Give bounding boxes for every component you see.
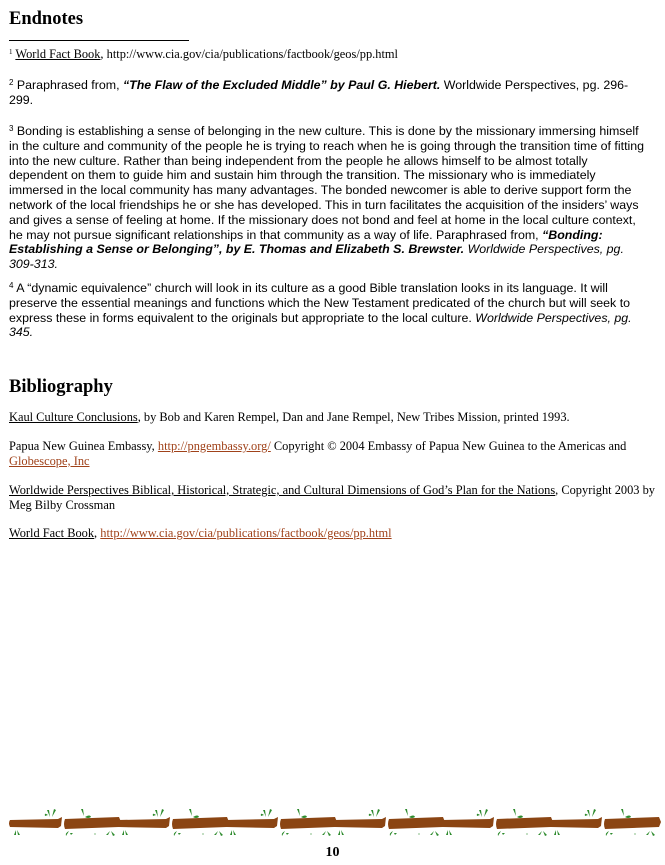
log-with-leaves-icon bbox=[549, 809, 661, 836]
endnotes-heading: Endnotes bbox=[9, 9, 84, 29]
endnote-text: Paraphrased from, bbox=[13, 78, 123, 92]
globescope-link[interactable]: Globescope, Inc bbox=[9, 453, 90, 468]
endnote-3 bbox=[9, 124, 649, 272]
bibliography-heading: Bibliography bbox=[9, 377, 113, 397]
entry-title: Worldwide Perspectives Biblical, Historical, Strategic, and Cultural Dimensions of God’s Plan for the Nations bbox=[9, 483, 556, 497]
endnote-text: A “dynamic equivalence” church will look in its culture as a good Bible translation looks in its language. It will preserve the essential meanings and functions which the New Testament predicated of the church but will seek to express these in forms equivalent to the originals but appropriate to the local culture. bbox=[9, 281, 631, 325]
endnote-source: Worldwide Perspectives, pg. 296-299. bbox=[9, 78, 629, 107]
log-with-leaves-icon bbox=[333, 809, 445, 836]
endnotes-divider bbox=[9, 40, 189, 41]
endnote-1 bbox=[9, 47, 649, 62]
entry-title: World Fact Book bbox=[9, 526, 95, 540]
entry-text: Copyright © 2004 Embassy of Papua New Guinea to the Americas and bbox=[270, 439, 627, 453]
endnote-4 bbox=[9, 281, 649, 340]
endnote-text: , http://www.cia.gov/cia/publications/factbook/geos/pp.html bbox=[100, 47, 398, 61]
log-with-leaves-icon bbox=[9, 809, 121, 836]
endnote-2 bbox=[9, 78, 649, 108]
entry-text: , Copyright 2003 by Meg Bilby Crossman bbox=[9, 483, 655, 512]
pngembassy-link[interactable]: http://pngembassy.org/ bbox=[157, 439, 271, 453]
log-with-leaves-icon bbox=[441, 809, 553, 836]
endnote-number: 2 bbox=[9, 78, 14, 87]
bibliography-entry bbox=[9, 410, 659, 425]
endnote-number: 4 bbox=[9, 281, 14, 290]
page-number: 10 bbox=[325, 845, 340, 860]
endnote-number: 1 bbox=[9, 48, 13, 56]
log-with-leaves-icon bbox=[225, 809, 337, 836]
endnote-citation: “Bonding: Establishing a Sense or Belonging”, by E. Thomas and Elizabeth S. Brewster. bbox=[9, 227, 603, 257]
endnote-source: Worldwide Perspectives, pg. 345. bbox=[9, 310, 632, 340]
bibliography-entry bbox=[9, 526, 659, 541]
log-with-leaves-icon bbox=[117, 809, 229, 836]
endnote-title: World Fact Book bbox=[15, 47, 101, 61]
endnote-number: 3 bbox=[9, 124, 14, 133]
bibliography-entry bbox=[9, 483, 659, 512]
endnote-text: Bonding is establishing a sense of belonging in the new culture. This is done by the missionary immersing himself in the culture and community of the people he is trying to reach when he is going through the transition time of fitting into the new culture. Rather than being independent from the people he allows himself to be almost totally dependent on them to guide him and sustain him through the transition. The missionary who is immediately immersed in the local community has many advantages. The bonded newcomer is able to derive support form the network of the local friendships he or she has developed. This in turn facilitates the acquisition of the insiders’ ways and gives a sense of feeling at home. If the missionary does not bond and feel at home in the local culture context, he may not pursue significant relationships in that community as a way of life. Paraphrased from, bbox=[9, 124, 645, 242]
endnote-source: Worldwide Perspectives, pg. 309-313. bbox=[9, 242, 624, 272]
log-border bbox=[0, 806, 665, 838]
entry-text: , by Bob and Karen Rempel, Dan and Jane Rempel, New Tribes Mission, printed 1993. bbox=[137, 410, 570, 424]
entry-text: Papua New Guinea Embassy, bbox=[9, 439, 158, 453]
entry-title: Kaul Culture Conclusions bbox=[9, 410, 138, 424]
bibliography-entry bbox=[9, 439, 659, 468]
cia-factbook-link[interactable]: http://www.cia.gov/cia/publications/factbook/geos/pp.html bbox=[100, 526, 392, 540]
endnote-citation: “The Flaw of the Excluded Middle” by Paul G. Hiebert. bbox=[122, 78, 441, 92]
entry-text: , bbox=[94, 526, 101, 540]
